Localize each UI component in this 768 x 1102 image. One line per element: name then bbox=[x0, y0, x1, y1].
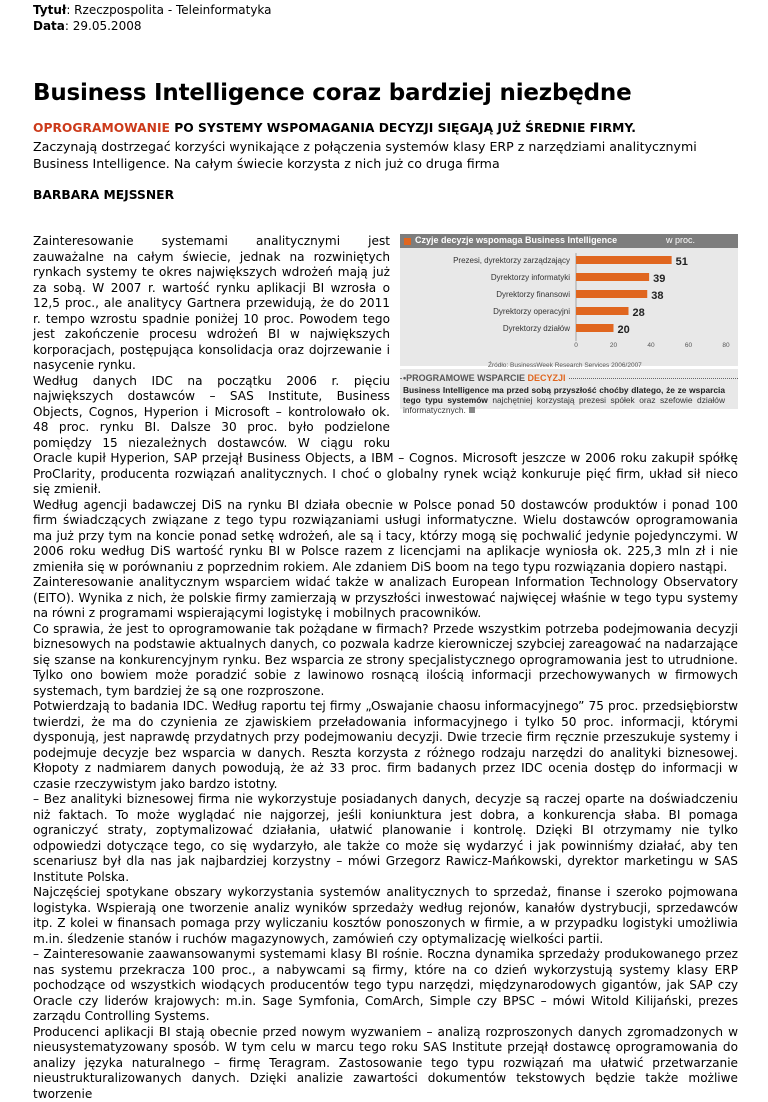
paragraph: Najczęściej spotykane obszary wykorzystania systemów analitycznych to sprzedaż, finanse i szeroko pojmowana logistyka. Wspierają one tworzenie analiz wyników sprzedaży według rejonów, kanałów dystrybucji, sprzedawców itp. Z kolei w finansach pomaga przy wyliczaniu kosztów ponoszonych w firmie, a w przypadku logistyki umożliwia m.in. śledzenie stanów i ruchów magazynowych, zamówień czy optymalizację wielkości partii. bbox=[33, 885, 738, 947]
tick-label: 20 bbox=[610, 342, 618, 349]
bar bbox=[576, 307, 629, 315]
kicker-rest: PO SYSTEMY WSPOMAGANIA DECYZJI SIĘGAJĄ JUŻ ŚREDNIE FIRMY. bbox=[170, 121, 636, 135]
caption-header-highlight: DECYZJI bbox=[527, 373, 565, 383]
meta-date-line bbox=[33, 18, 272, 34]
data-label: 51 bbox=[676, 256, 688, 268]
paragraph: Według danych IDC na początku 2006 r. pięciu największych dostawców – SAS Institute, Business Objects, Cognos, Hyperion i Microsoft – kontrolowało ok. 48 proc. rynku BI. Dalsze 30 proc. było podzielone pomiędzy 15 niezależnych dostawców. W ciągu roku Oracle kupił Hyperion, SAP przejął Business Objects, a IBM – Cognos. Microsoft jeszcze w 2006 roku zakupił spółkę ProClarity, producenta rozwiązań analitycznych. I choć o globalny rynek wciąż konkuruje pięć firm, układ sił nieco się zmienił. bbox=[33, 374, 738, 498]
caption-rest: najchętniej korzystają prezesi spółek oraz szefowie działów informatycznych. bbox=[403, 395, 725, 415]
data-label: 39 bbox=[653, 273, 665, 285]
category-label: Dyrektorzy operacyjni bbox=[493, 307, 570, 316]
chart-area bbox=[400, 248, 738, 366]
article-kicker bbox=[33, 121, 636, 135]
tick-label: 0 bbox=[574, 342, 578, 349]
bar bbox=[576, 256, 672, 264]
tick-label: 60 bbox=[685, 342, 693, 349]
chart-unit: w proc. bbox=[666, 233, 738, 249]
paragraph: Zainteresowanie systemami analitycznymi jest zauważalne na całym świecie, jednak na rozwiniętych rynkach systemy te okres największych wdrożeń mają już za sobą. W 2007 r. wartość rynku aplikacji BI wzrosła o 12,5 proc., ale analitycy Gartnera przewidują, że do 2011 r. tempo wzrostu spadnie poniżej 10 proc. Powodem tego jest zakończenie procesu wdrożeń BI w największych korporacjach, postępująca konsolidacja oraz dojrzewanie i nasycenie rynku. bbox=[33, 234, 738, 374]
tick-label: 40 bbox=[647, 342, 655, 349]
caption-bold: Business Intelligence ma przed sobą przyszłość choćby dlatego, że ze wsparcia tego typu systemów bbox=[403, 385, 725, 405]
meta-title-label: Tytuł bbox=[33, 3, 66, 17]
chart-source: Źródło: BusinessWeek Research Services 2006/2007 bbox=[488, 358, 642, 374]
paragraph: Zainteresowanie analitycznym wsparciem widać także w analizach European Information Technology Observatory (EITO). Wynika z nich, że polskie firmy zamierzają w przyszłości inwestować najwięcej właśnie w tego typu systemy na równi z programami wspierającymi logistykę i mobilnych pracowników. bbox=[33, 575, 738, 622]
category-label: Dyrektorzy działów bbox=[503, 324, 570, 333]
caption-header-prefix: •PROGRAMOWE WSPARCIE bbox=[403, 373, 527, 383]
paragraph: Według agencji badawczej DiS na rynku BI działa obecnie w Polsce ponad 50 dostawców produktów i ponad 100 firm świadczących związane z tego typu rozwiązaniami usługi informatyczne. Wielu dostawców oprogramowania ma już przy tym na koncie ponad setkę wdrożeń, ale są i tacy, którzy mogą się pochwalić jedynie pojedynczymi. W 2006 roku według DiS wartość rynku BI w Polsce razem z licencjami na aplikacje wyniosła ok. 225,3 mln zł i nie zmieniła się w porównaniu z poprzednim rokiem. Ale zdaniem DiS boom na tego typu rozwiązania dopiero nastąpi. bbox=[33, 498, 738, 576]
paragraph: Potwierdzają to badania IDC. Według raportu tej firmy „Oswajanie chaosu informacyjnego” 75 proc. przedsiębiorstw twierdzi, że ma do czynienia ze zjawiskiem przeładowania informacyjnego i tylko 50 proc. informacji, którymi dysponują, jest naprawdę przydatnych przy podejmowaniu decyzji. Dwie trzecie firm ręcznie przeszukuje systemy i podejmuje decyzje bez wsparcia w danych. Reszta korzysta z różnego rodzaju narzędzi do analityki biznesowej. Kłopoty z nadmiarem danych powodują, że aż 33 proc. firm badanych przez IDC ocenia dostęp do informacji w czasie rzeczywistym jako bardzo istotny. bbox=[33, 699, 738, 792]
category-label: Dyrektorzy finansowi bbox=[496, 290, 570, 299]
end-square-icon bbox=[469, 407, 475, 413]
chart-caption-box bbox=[400, 369, 738, 409]
article-lead bbox=[33, 120, 738, 172]
paragraph: – Zainteresowanie zaawansowanymi systemami klasy BI rośnie. Roczna dynamika sprzedaży produkowanego przez nas systemu przekracza 100 proc., a nabywcami są firmy, które na co dzień wykorzystują systemy klasy ERP pochodzące od wszystkich wiodących producentów tego typu narzędzi, międzynarodowych gigantów, jak SAP czy Oracle czy liderów krajowych: m.in. Sage Symfonia, ComArch, Simple czy BPSC – mówi Witold Kilijański, prezes zarządu Controlling Systems. bbox=[33, 947, 738, 1025]
chart-title: Czyje decyzje wspomaga Business Intelligence bbox=[415, 233, 666, 249]
paragraph: Producenci aplikacji BI stają obecnie przed nowym wyzwaniem – analizą rozproszonych danych zgromadzonych w nieusystematyzowany sposób. W tym celu w marcu tego roku SAS Institute przejął dostawcę oprogramowania do analizy języka naturalnego – firmę Teragram. Zastosowanie tego typu rozwiązań ma ułatwić przetwarzanie nieustrukturalizowanych danych. Dzięki analizie zawartości dokumentów tekstowych będzie także możliwe tworzenie bbox=[33, 1025, 738, 1102]
chart-header bbox=[400, 234, 738, 248]
caption-text bbox=[403, 385, 725, 415]
bar bbox=[576, 273, 649, 281]
article-author: BARBARA MEJSSNER bbox=[33, 188, 174, 202]
data-label: 28 bbox=[633, 307, 645, 319]
bar-chart bbox=[400, 248, 738, 366]
meta-date-label: Data bbox=[33, 19, 65, 33]
tick-label: 80 bbox=[722, 342, 730, 349]
meta-title-value: : Rzeczpospolita - Teleinformatyka bbox=[66, 3, 271, 17]
document-meta bbox=[33, 2, 272, 34]
data-label: 20 bbox=[618, 324, 630, 336]
lead-text: Zaczynają dostrzegać korzyści wynikające z połączenia systemów klasy ERP z narzędziami analitycznymi Business Intelligence. Na całym świecie korzysta z nich już co druga firma bbox=[33, 138, 738, 172]
data-label: 38 bbox=[651, 290, 663, 302]
bar bbox=[576, 324, 614, 332]
meta-date-value: : 29.05.2008 bbox=[65, 19, 142, 33]
bar bbox=[576, 290, 647, 298]
category-label: Dyrektorzy informatyki bbox=[491, 273, 570, 282]
paragraph: Co sprawia, że jest to oprogramowanie tak pożądane w firmach? Przede wszystkim potrzeba podejmowania decyzji biznesowych na podstawie aktualnych danych, co pozwala kadrze kierowniczej szybciej zareagować na nadarzające się szanse na konkurencyjnym rynku. Bez wsparcia ze strony specjalistycznego oprogramowania jest to utrudnione. Tylko ono bowiem może poradzić sobie z lawinowo rosnącą ilością informacji przechowywanych w firmowych systemach, tym bardziej że są one rozproszone. bbox=[33, 622, 738, 700]
infographic bbox=[400, 234, 738, 434]
square-icon bbox=[404, 238, 411, 245]
kicker-accent: OPROGRAMOWANIE bbox=[33, 121, 170, 135]
article-headline: Business Intelligence coraz bardziej niezbędne bbox=[33, 80, 631, 106]
category-label: Prezesi, dyrektorzy zarządzający bbox=[453, 256, 570, 265]
meta-title-line bbox=[33, 2, 272, 18]
paragraph: – Bez analityki biznesowej firma nie wykorzystuje posiadanych danych, decyzje są raczej oparte na doświadczeniu niż faktach. To może wyglądać nie najgorzej, jeśli koniunktura jest dobra, a konkurencja słaba. BI pomaga ograniczyć straty, zoptymalizować działania, ułatwić planowanie i kontrolę. Dzięki BI otrzymamy nie tylko odpowiedzi dotyczące tego, co się wydarzyło, ale także co może się wydarzyć i jak powinniśmy działać, aby ten scenariusz był dla nas jak najbardziej korzystny – mówi Grzegorz Rawicz-Mańkowski, dyrektor marketingu w SAS Institute Polska. bbox=[33, 792, 738, 885]
article-body bbox=[33, 234, 738, 1102]
